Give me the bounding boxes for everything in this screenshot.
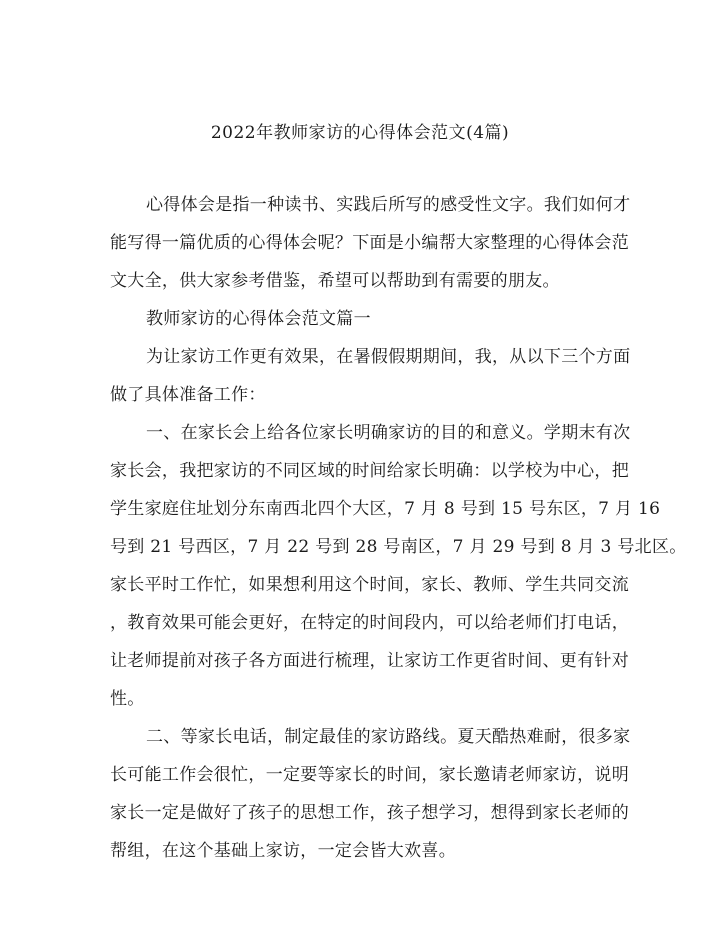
paragraph-line: 文大全，供大家参考借鉴，希望可以帮助到有需要的朋友。 [110, 271, 560, 291]
paragraph-line: 性。 [110, 689, 145, 709]
paragraph-line: 长可能工作会很忙，一定要等家长的时间，家长邀请老师家访，说明 [110, 765, 629, 785]
section-heading: 教师家访的心得体会范文篇一 [146, 309, 371, 329]
paragraph-line: 心得体会是指一种读书、实践后所写的感受性文字。我们如何才 [146, 195, 631, 215]
paragraph-line: 号到 21 号西区，7 月 22 号到 28 号南区，7 月 29 号到 8 月 3 号北区。 [110, 537, 687, 557]
paragraph-line: 家长平时工作忙，如果想利用这个时间，家长、教师、学生共同交流 [110, 575, 629, 595]
paragraph-line: 能写得一篇优质的心得体会呢？下面是小编帮大家整理的心得体会范 [110, 233, 629, 253]
paragraph-line: 帮组，在这个基础上家访，一定会皆大欢喜。 [110, 841, 456, 861]
paragraph-line: 二、等家长电话，制定最佳的家访路线。夏天酷热难耐，很多家 [146, 727, 631, 747]
paragraph-line: 家长一定是做好了孩子的思想工作，孩子想学习，想得到家长老师的 [110, 803, 629, 823]
paragraph-line: 学生家庭住址划分东南西北四个大区，7 月 8 号到 15 号东区，7 月 16 [110, 499, 661, 519]
paragraph-line: 一、在家长会上给各位家长明确家访的目的和意义。学期末有次 [146, 423, 631, 443]
paragraph-line: 做了具体准备工作： [110, 385, 266, 405]
paragraph-line: 让老师提前对孩子各方面进行梳理，让家访工作更省时间、更有针对 [110, 651, 629, 671]
document-title: 2022年教师家访的心得体会范文(4篇) [210, 123, 510, 143]
paragraph-line: ，教育效果可能会更好，在特定的时间段内，可以给老师们打电话， [110, 613, 629, 633]
paragraph-line: 为让家访工作更有效果，在暑假假期期间，我，从以下三个方面 [146, 347, 631, 367]
paragraph-line: 家长会，我把家访的不同区域的时间给家长明确：以学校为中心，把 [110, 461, 629, 481]
